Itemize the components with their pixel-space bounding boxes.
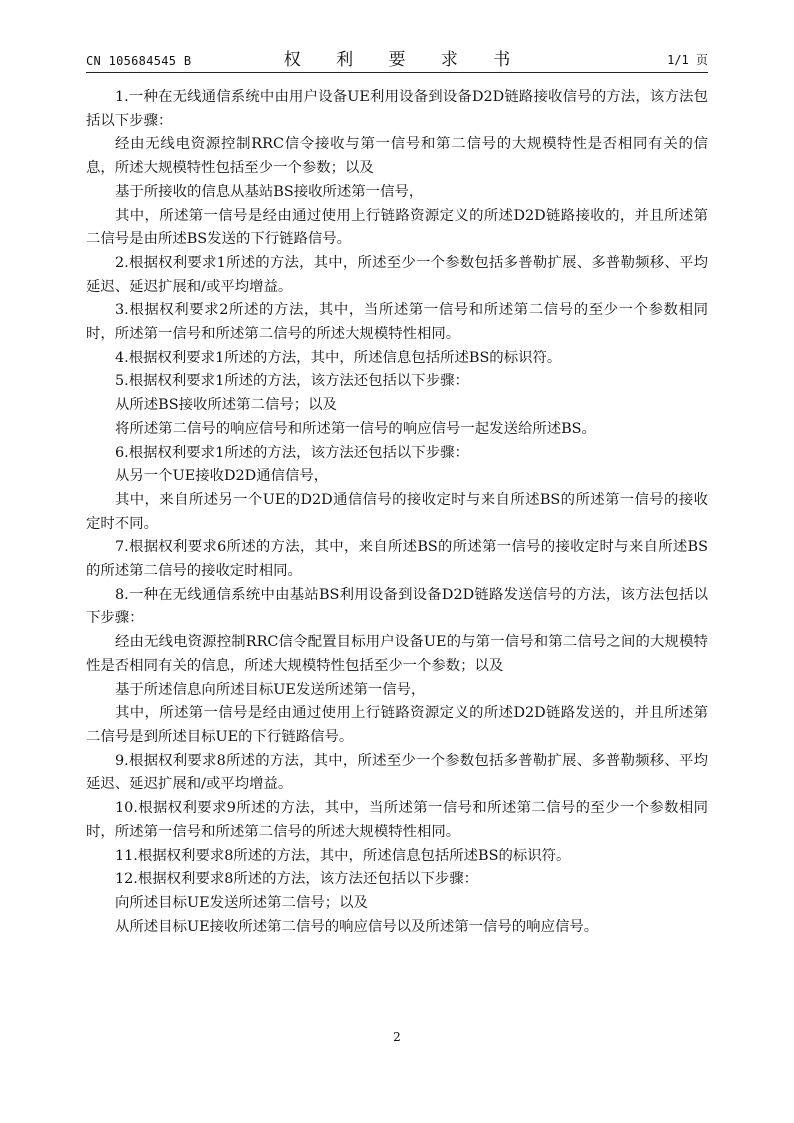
claim-paragraph: 其中，所述第一信号是经由通过使用上行链路资源定义的所述D2D链路发送的，并且所述第二信号是到所述目标UE的下行链路信号。 — [86, 705, 708, 745]
claim-paragraph: 基于所接收的信息从基站BS接收所述第一信号， — [115, 183, 424, 200]
claim-paragraph: 从所述BS接收所述第二信号；以及 — [115, 397, 337, 414]
claim-paragraph: 经由无线电资源控制RRC信令配置目标用户设备UE的与第一信号和第二信号之间的大规模特性是否相同有关的信息，所述大规模特性包括至少一个参数；以及 — [86, 634, 708, 674]
claim-paragraph: 基于所述信息向所述目标UE发送所述第一信号， — [115, 681, 426, 698]
claim-paragraph: 12.根据权利要求8所述的方法，该方法还包括以下步骤： — [115, 871, 479, 888]
claim-paragraph: 向所述目标UE发送所述第二信号；以及 — [115, 894, 368, 911]
claim-paragraph: 其中，所述第一信号是经由通过使用上行链路资源定义的所述D2D链路接收的，并且所述第二信号是由所述BS发送的下行链路信号。 — [86, 207, 708, 248]
claim-paragraph: 5.根据权利要求1所述的方法，该方法还包括以下步骤： — [115, 373, 469, 390]
claim-paragraph: 2.根据权利要求1所述的方法，其中，所述至少一个参数包括多普勒扩展、多普勒频移、平均延迟、延迟扩展和/或平均增益。 — [86, 254, 708, 295]
page-header — [86, 44, 708, 73]
claims-body — [86, 86, 708, 939]
page-count: 1/1 页 — [667, 53, 708, 67]
claim-paragraph: 从所述目标UE接收所述第二信号的响应信号以及所述第一信号的响应信号。 — [115, 918, 599, 935]
claim-paragraph: 经由无线电资源控制RRC信令接收与第一信号和第二信号的大规模特性是否相同有关的信息，所述大规模特性包括至少一个参数；以及 — [86, 136, 708, 177]
claim-paragraph: 9.根据权利要求8所述的方法，其中，所述至少一个参数包括多普勒扩展、多普勒频移、平均延迟、延迟扩展和/或平均增益。 — [86, 752, 708, 793]
claim-paragraph: 7.根据权利要求6所述的方法，其中，来自所述BS的所述第一信号的接收定时与来自所述BS的所述第二信号的接收定时相同。 — [86, 539, 708, 580]
page-number: 2 — [393, 1030, 401, 1044]
claim-paragraph: 1.一种在无线通信系统中由用户设备UE利用设备到设备D2D链路接收信号的方法，该方法包括以下步骤： — [86, 89, 708, 129]
page-title: 权 利 要 求 书 — [283, 50, 526, 70]
claim-paragraph: 8.一种在无线通信系统中由基站BS利用设备到设备D2D链路发送信号的方法，该方法包括以下步骤： — [86, 586, 708, 627]
claim-paragraph: 4.根据权利要求1所述的方法，其中，所述信息包括所述BS的标识符。 — [115, 349, 562, 366]
document-number: CN 105684545 B — [86, 54, 192, 68]
claim-paragraph: 10.根据权利要求9所述的方法，其中，当所述第一信号和所述第二信号的至少一个参数相同时，所述第一信号和所述第二信号的所述大规模特性相同。 — [86, 800, 708, 840]
claim-paragraph: 从另一个UE接收D2D通信信号， — [115, 468, 329, 485]
claim-paragraph: 将所述第二信号的响应信号和所述第一信号的响应信号一起发送给所述BS。 — [115, 420, 596, 437]
claim-paragraph: 6.根据权利要求1所述的方法，该方法还包括以下步骤： — [115, 444, 469, 461]
claim-paragraph: 3.根据权利要求2所述的方法，其中，当所述第一信号和所述第二信号的至少一个参数相同时，所述第一信号和所述第二信号的所述大规模特性相同。 — [86, 302, 708, 343]
claim-paragraph: 其中，来自所述另一个UE的D2D通信信号的接收定时与来自所述BS的所述第一信号的接收定时不同。 — [86, 491, 708, 532]
claim-paragraph: 11.根据权利要求8所述的方法，其中，所述信息包括所述BS的标识符。 — [115, 847, 571, 864]
